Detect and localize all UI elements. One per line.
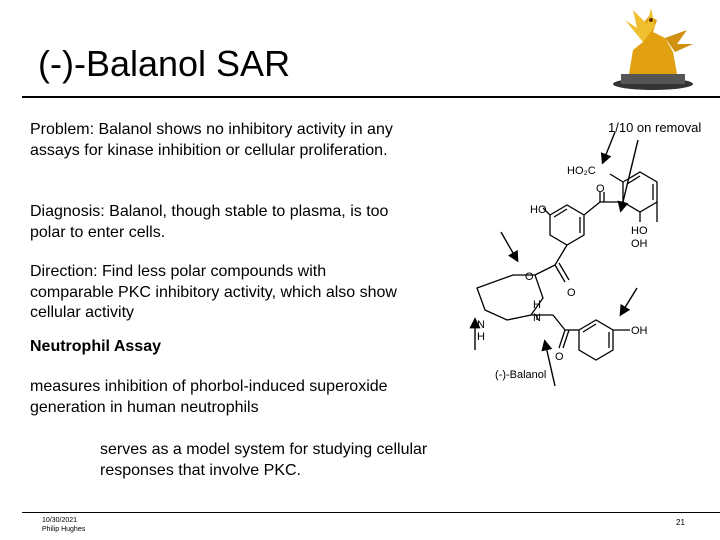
page-number: 21: [676, 518, 685, 527]
ho2c-label: HO₂C: [567, 165, 596, 177]
footer-date: 10/30/2021: [42, 517, 78, 524]
ketone-o-label: O: [596, 183, 605, 195]
ester-carbonyl-o-label: O: [567, 287, 576, 299]
footer-left: [42, 516, 85, 534]
balanol-structure: [455, 110, 720, 400]
arrow-to-ester: [501, 232, 517, 260]
diagnosis-text: Diagnosis: Balanol, though stable to plasma, is too polar to enter cells.: [30, 203, 389, 241]
arrow-to-phenol: [621, 288, 637, 314]
assay-description: measures inhibition of phorbol-induced superoxide generation in human neutrophils: [30, 378, 388, 416]
ho-upper-label: HO: [530, 204, 547, 216]
oh-right-label: OH: [631, 325, 648, 337]
compound-name: (-)-Balanol: [495, 369, 547, 381]
problem-text: Problem: Balanol shows no inhibitory activity in any assays for kinase inhibition or cellular proliferation.: [30, 121, 393, 159]
ho-lower-label: HO: [631, 225, 648, 237]
assay-heading: Neutrophil Assay: [30, 338, 161, 355]
footer-author: Philip Hughes: [42, 526, 86, 533]
griffin-logo: [607, 0, 699, 92]
amide-h-label: H: [533, 299, 541, 311]
footer-divider: [22, 512, 720, 513]
amide-n-label: N: [533, 312, 541, 324]
amide-o-label: O: [555, 351, 564, 363]
oh-lower-label: OH: [631, 238, 648, 250]
ester-o-label: O: [525, 271, 534, 283]
assay-model-text: serves as a model system for studying cellular responses that involve PKC.: [100, 441, 428, 479]
arrow-to-co2h: [603, 132, 615, 162]
arrow-to-amide: [545, 342, 555, 386]
ring-h-label: H: [477, 331, 485, 343]
slide-title: (-)-Balanol SAR: [38, 43, 291, 84]
title-divider: [22, 96, 720, 98]
ring-n-label: N: [477, 319, 485, 331]
direction-text: Direction: Find less polar compounds with comparable PKC inhibitory activity, which also show cellular activity: [30, 263, 397, 321]
removal-note: 1/10 on removal: [608, 120, 702, 135]
